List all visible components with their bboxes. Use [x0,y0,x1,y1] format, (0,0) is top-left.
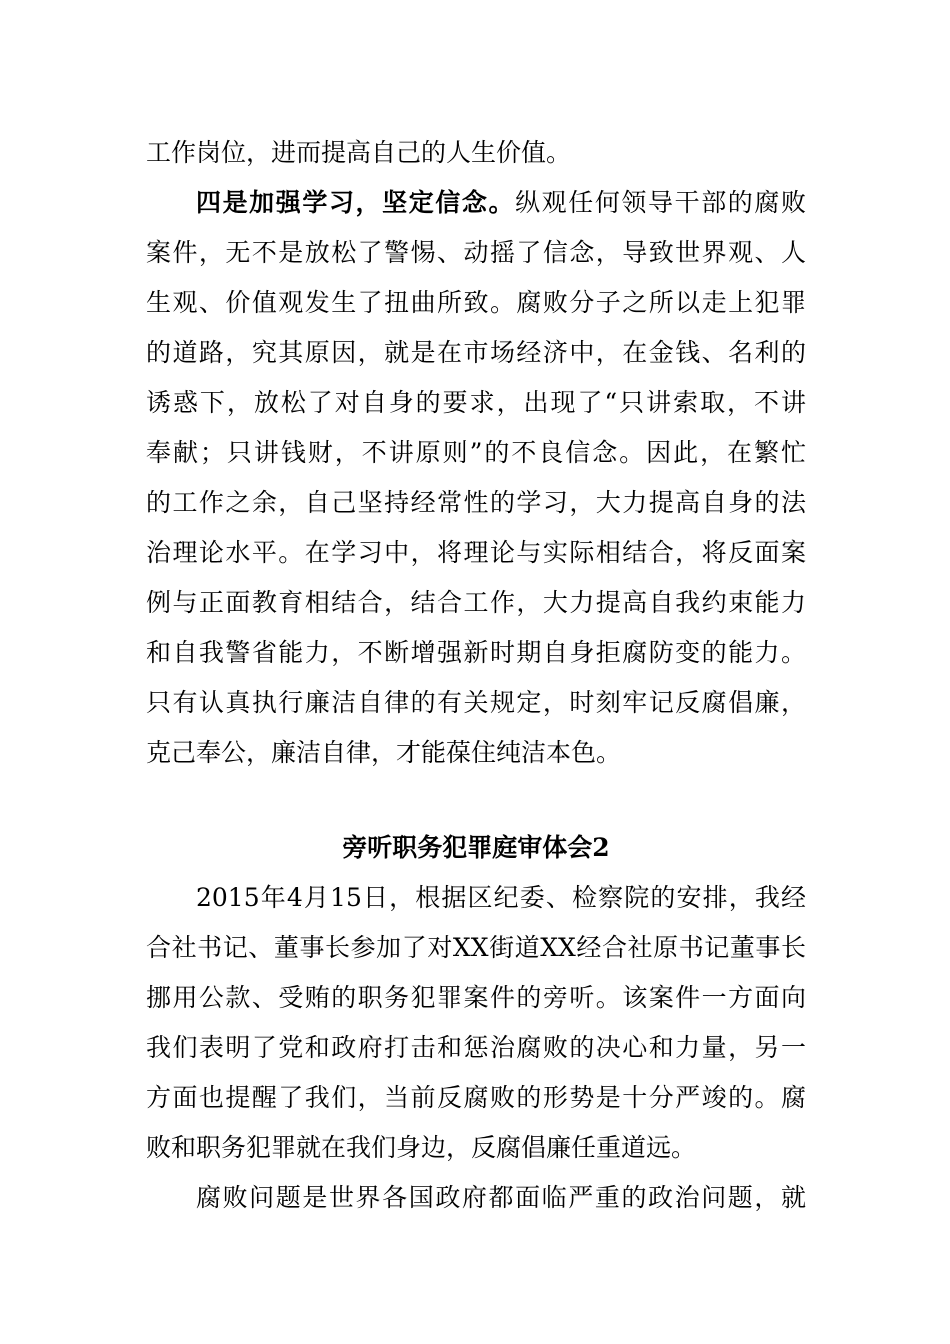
paragraph-line: 挪用公款、受贿的职务犯罪案件的旁听。该案件一方面向 [146,983,806,1012]
paragraph-line: 生观、价值观发生了扭曲所致。腐败分子之所以走上犯罪 [146,288,806,317]
paragraph-line: 诱惑下，放松了对自身的要求，出现了“只讲索取，不讲 [146,388,806,417]
paragraph-text: 纵观任何领导干部的腐败 [515,188,806,217]
paragraph-line: 案件，无不是放松了警惕、动摇了信念，导致世界观、人 [146,238,806,267]
paragraph-line: 的工作之余，自己坚持经常性的学习，大力提高自身的法 [146,488,806,517]
paragraph-line: 2015年4月15日，根据区纪委、检察院的安排，我经 [196,883,806,912]
paragraph-heading: 四是加强学习，坚定信念。 [196,188,516,217]
paragraph-line: 克己奉公，廉洁自律，才能葆住纯洁本色。 [146,738,622,767]
paragraph-line: 奉献；只讲钱财，不讲原则”的不良信念。因此，在繁忙 [146,438,806,467]
paragraph-line: 的道路，究其原因，就是在市场经济中，在金钱、名利的 [146,338,806,367]
paragraph-line: 工作岗位，进而提高自己的人生价值。 [146,138,572,167]
paragraph-line: 方面也提醒了我们，当前反腐败的形势是十分严竣的。腐 [146,1083,806,1112]
paragraph-line: 合社书记、董事长参加了对XX街道XX经合社原书记董事长 [146,933,806,962]
paragraph-line: 只有认真执行廉洁自律的有关规定，时刻牢记反腐倡廉， [146,688,806,717]
paragraph-line [196,183,806,223]
paragraph-line: 腐败问题是世界各国政府都面临严重的政治问题，就 [196,1183,806,1212]
paragraph-line: 败和职务犯罪就在我们身边，反腐倡廉任重道远。 [146,1133,697,1162]
paragraph-line: 治理论水平。在学习中，将理论与实际相结合，将反面案 [146,538,806,567]
paragraph-line: 和自我警省能力，不断增强新时期自身拒腐防变的能力。 [146,638,806,667]
paragraph-line: 我们表明了党和政府打击和惩治腐败的决心和力量，另一 [146,1033,806,1062]
paragraph-line: 例与正面教育相结合，结合工作，大力提高自我约束能力 [146,588,806,617]
section-title: 旁听职务犯罪庭审体会2 [342,833,610,862]
